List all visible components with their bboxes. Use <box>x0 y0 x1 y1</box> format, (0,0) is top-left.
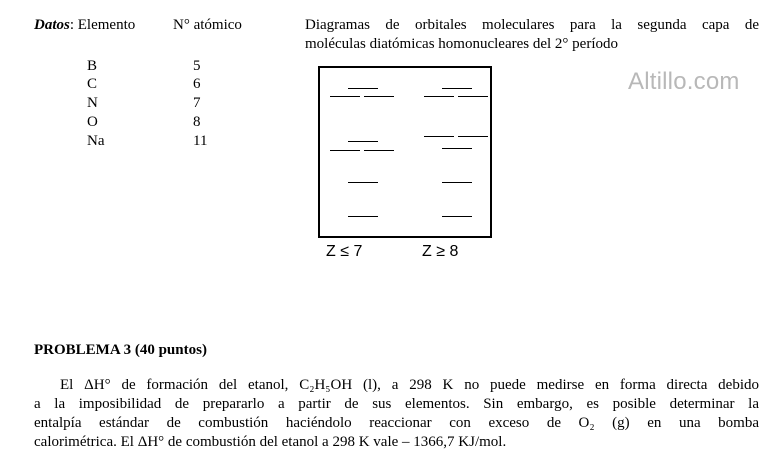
paragraph-line: El ΔH° de formación del etanol, C₂H₅OH (l), a 298 K no puede medirse en forma directa debido <box>60 377 759 393</box>
header-elemento: Elemento <box>77 17 136 33</box>
orbital-level <box>348 141 378 142</box>
orbital-level <box>348 88 378 89</box>
orbital-level <box>348 216 378 217</box>
element-row <box>34 132 274 150</box>
element-number: 5 <box>193 58 201 74</box>
element-row <box>34 113 274 131</box>
datos-sep: : <box>69 17 78 33</box>
element-symbol: Na <box>87 133 105 149</box>
label-z-le-7: Z ≤ 7 <box>326 243 363 260</box>
paragraph-line: entalpía estándar de combustión haciéndolo reaccionar con exceso de O₂ (g) en una bomba <box>34 415 759 431</box>
paragraph-line: calorimétrica. El ΔH° de combustión del etanol a 298 K vale – 1366,7 KJ/mol. <box>34 434 507 450</box>
element-row <box>34 57 274 75</box>
orbital-level <box>364 150 394 151</box>
orbital-level <box>442 216 472 217</box>
orbital-level <box>442 148 472 149</box>
orbital-level <box>330 96 360 97</box>
element-number: 8 <box>193 114 201 130</box>
label-z-ge-8: Z ≥ 8 <box>422 243 459 260</box>
element-number: 6 <box>193 76 201 92</box>
element-number: 7 <box>193 95 201 111</box>
paragraph-line: a la imposibilidad de prepararlo a partir de sus elementos. Sin embargo, es posible determinar la <box>34 396 759 412</box>
datos-header <box>34 16 135 34</box>
watermark-logo: Altillo.com <box>628 68 740 95</box>
element-symbol: O <box>87 114 98 130</box>
orbital-level <box>330 150 360 151</box>
diagram-caption-line1: Diagramas de orbitales moleculares para la segunda capa de <box>305 17 759 33</box>
orbital-level <box>424 96 454 97</box>
datos-label: Datos <box>34 17 70 33</box>
element-row <box>34 75 274 93</box>
orbital-level <box>458 136 488 137</box>
header-atomic-number: N° atómico <box>173 17 242 33</box>
orbital-diagram-box <box>318 66 492 238</box>
problem-paragraph <box>34 376 759 452</box>
orbital-level <box>424 136 454 137</box>
element-symbol: C <box>87 76 98 92</box>
element-row <box>34 94 274 112</box>
orbital-level <box>458 96 488 97</box>
element-number: 11 <box>193 133 208 149</box>
element-symbol: B <box>87 58 98 74</box>
element-symbol: N <box>87 95 98 111</box>
orbital-level <box>364 96 394 97</box>
orbital-level <box>442 88 472 89</box>
problem-title: PROBLEMA 3 (40 puntos) <box>34 342 207 358</box>
orbital-level <box>348 182 378 183</box>
diagram-caption-line2: moléculas diatómicas homonucleares del 2° período <box>305 36 618 52</box>
orbital-level <box>442 182 472 183</box>
